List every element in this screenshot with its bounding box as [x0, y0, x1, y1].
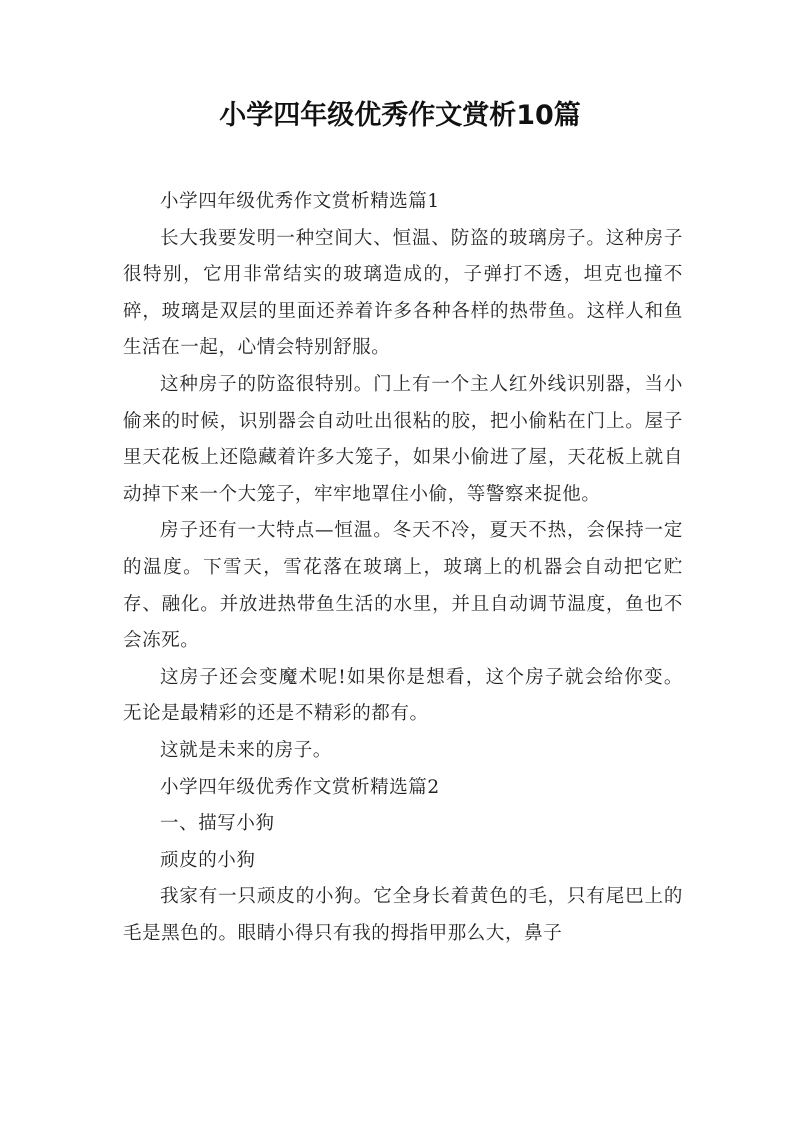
section-heading-1: 小学四年级优秀作文赏析精选篇1 [160, 191, 440, 212]
subheading: 一、描写小狗 [160, 813, 275, 835]
paragraph: 房子还有一大特点—恒温。冬天不冷，夏天不热，会保持一定的温度。下雪天，雪花落在玻璃上，玻璃上的机器会自动把它贮存、融化。并放进热带鱼生活的水里，并且自动调节温度，鱼也不会冻死。 [123, 520, 683, 652]
paragraph: 长大我要发明一种空间大、恒温、防盗的玻璃房子。这种房子很特别，它用非常结实的玻璃造成的，子弹打不透，坦克也撞不碎，玻璃是双层的里面还养着许多各种各样的热带鱼。这样人和鱼生活在一起，心情会特别舒服。 [123, 227, 683, 359]
essay-title: 顽皮的小狗 [160, 849, 256, 871]
paragraph: 我家有一只顽皮的小狗。它全身长着黄色的毛，只有尾巴上的毛是黑色的。眼睛小得只有我的拇指甲那么大，鼻子 [123, 886, 683, 944]
paragraph: 这种房子的防盗很特别。门上有一个主人红外线识别器，当小偷来的时候，识别器会自动吐出很粘的胶，把小偷粘在门上。屋子里天花板上还隐藏着许多大笼子，如果小偷进了屋，天花板上就自动掉下来一个大笼子，牢牢地罩住小偷，等警察来捉他。 [123, 373, 683, 505]
paragraph: 这房子还会变魔术呢!如果你是想看，这个房子就会给你变。无论是最精彩的还是不精彩的都有。 [123, 666, 683, 725]
document-body [123, 184, 683, 952]
document-title: 小学四年级优秀作文赏析10篇 [219, 100, 581, 131]
section-heading-2: 小学四年级优秀作文赏析精选篇2 [160, 776, 440, 798]
paragraph: 这就是未来的房子。 [160, 739, 332, 761]
